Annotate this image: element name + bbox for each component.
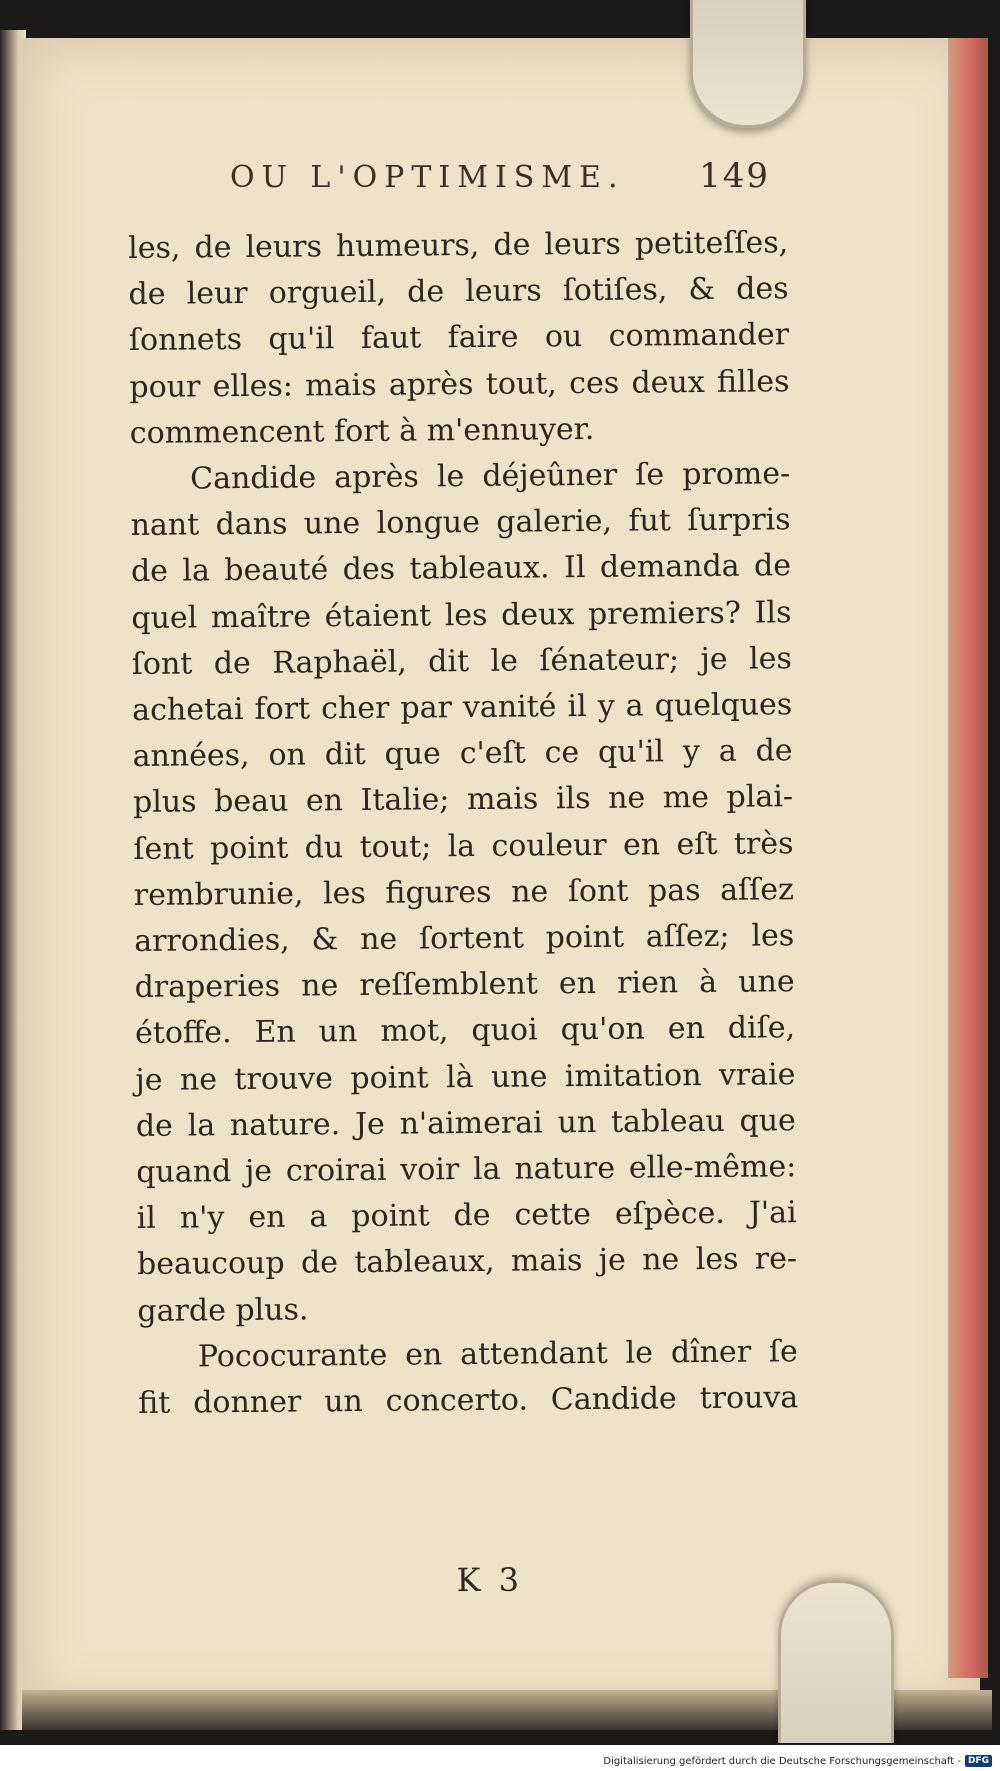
text-line: beaucoup de tableaux, mais je ne les re- [136, 1241, 798, 1283]
text-line: de leur orgueil, de leurs ſotiſes, & des [128, 271, 789, 313]
digitization-credit [603, 1752, 992, 1770]
text-line: plus beau en Italie; mais ils ne me plai- [132, 779, 794, 821]
page-number: 149 [699, 156, 770, 196]
text-line: Pococurante en attendant le dîner ſe [197, 1334, 799, 1375]
page-fore-edge [948, 38, 988, 1678]
text-line: garde plus. [137, 1292, 309, 1329]
top-clip [690, 0, 806, 128]
credit-text: Digitalisierung gefördert durch die Deutsche Forschungsgemeinschaft - [603, 1755, 961, 1767]
text-line: achetai fort cher par vanité il y a quelques [132, 687, 793, 729]
text-line: je ne trouve point là une imitation vraie [135, 1056, 796, 1098]
running-title: OU L'OPTIMISME. [230, 160, 625, 195]
text-line: années, on dit que c'eſt ce qu'il y a de [132, 733, 793, 775]
text-line: fit donner un concerto. Candide trouva [138, 1380, 799, 1422]
text-line: pour elles: mais après tout, ces deux filles [129, 363, 790, 405]
text-line: commencent fort à m'ennuyer. [129, 411, 595, 451]
text-line: quel maître étaient les deux premiers? Ils [131, 594, 792, 636]
text-line: ſont de Raphaël, dit le ſénateur; je les [131, 641, 792, 682]
text-line: ſent point du tout; la couleur en eſt très [133, 825, 794, 867]
text-line: rembrunie, les figures ne ſont pas aſſez [133, 872, 794, 913]
signature-mark: K 3 [456, 1560, 524, 1600]
dfg-logo-icon: DFG [965, 1755, 992, 1767]
page-body [128, 220, 799, 1600]
text-line: de la beauté des tableaux. Il demanda de [130, 548, 792, 590]
bottom-clip [778, 1580, 894, 1743]
text-line: ſonnets qu'il faut faire ou commander [128, 317, 790, 359]
text-line: arrondies, & ne ſortent point aſſez; les [134, 918, 795, 960]
text-line: quand je croirai voir la nature elle-même: [136, 1149, 797, 1191]
text-line: il n'y en a point de cette eſpèce. J'ai [136, 1195, 797, 1237]
text-line: les, de leurs humeurs, de leurs petiteſſes, [128, 225, 789, 266]
text-line: de la nature. Je n'aimerai un tableau que [135, 1103, 796, 1144]
page-header [230, 156, 770, 210]
text-line: étoffe. En un mot, quoi qu'on en diſe, [134, 1010, 796, 1052]
text-line: Candide après le déjeûner ſe prome- [190, 456, 791, 497]
text-line: nant dans une longue galerie, fut ſurpris [130, 502, 791, 544]
text-line: draperies ne reſſemblent en rien à une [134, 964, 795, 1006]
